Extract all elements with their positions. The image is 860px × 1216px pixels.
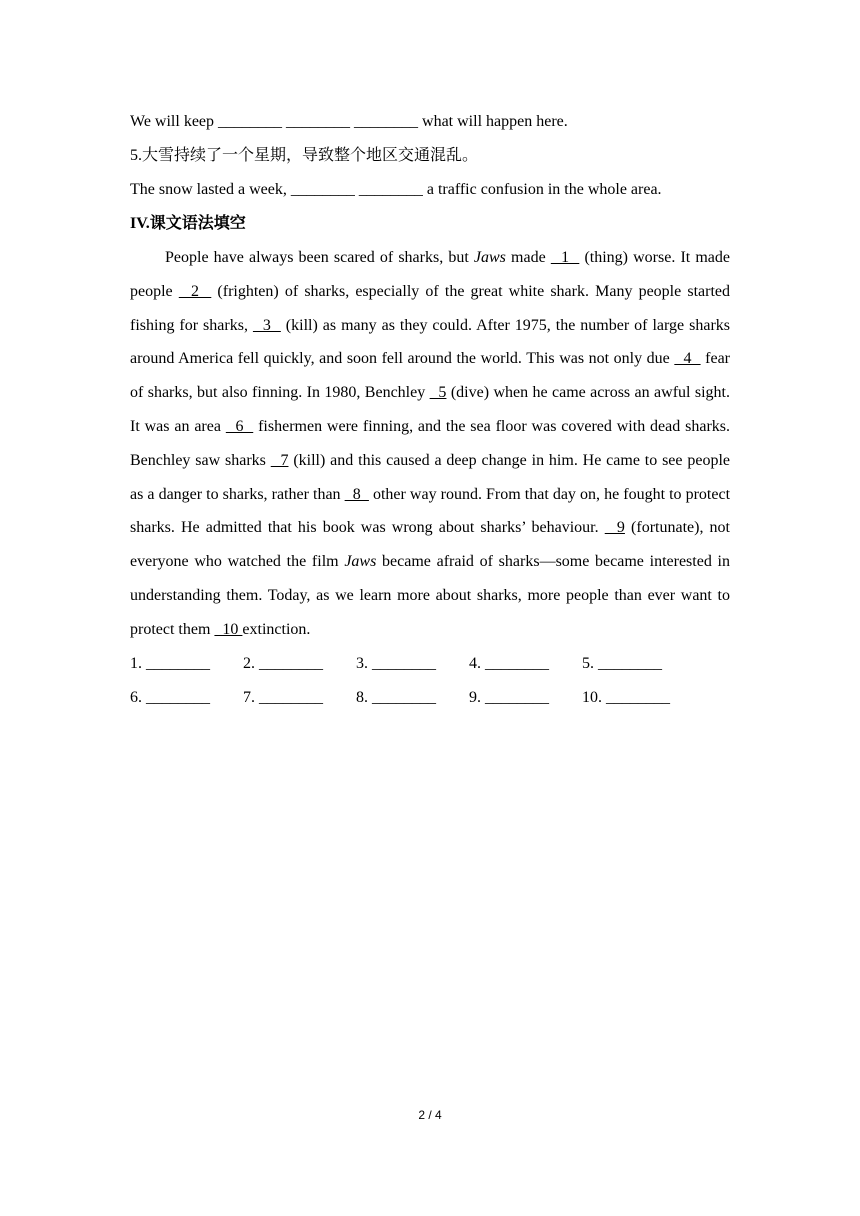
blank-9: 9 [604, 519, 625, 537]
blank-7: 7 [270, 451, 289, 469]
passage-text: (thing) worse. It made people [130, 249, 730, 300]
answer-slot-4: 4. ________ [469, 654, 549, 672]
blank-4: 4 [674, 350, 701, 368]
film-title: Jaws [344, 553, 377, 571]
section-title: IV.课文语法填空 [130, 215, 246, 232]
passage-text: extinction. [242, 620, 311, 638]
answer-row-1 [130, 647, 730, 681]
blank-6: 6 [225, 417, 254, 435]
blank-2: 2 [178, 282, 212, 300]
answer-slot-3: 3. ________ [356, 654, 436, 672]
answer-slot-10: 10. ________ [582, 688, 670, 706]
page-content [130, 105, 730, 715]
passage-text: (frighten) of sharks, especially of the great white shark. Many people started fishing for sharks, [130, 282, 730, 334]
blank-5: 5 [429, 384, 447, 402]
blank-3: 3 [252, 316, 281, 334]
passage-text: (kill) and this caused a deep change in him. He came to see people as a danger to sharks, rather than [130, 451, 731, 503]
passage-text: (dive) when he came across an awful sight. It was an area [130, 384, 731, 435]
passage-text: (kill) as many as they could. After 1975, the number of large sharks around America fell quickly, and soon fell around the world. This was not only due [130, 316, 731, 368]
page-number: 2 / 4 [418, 1108, 442, 1122]
answer-slot-6: 6. ________ [130, 688, 210, 706]
passage-text: other way round. From that day on, he fought to protect sharks. He admitted that his book was wrong about sharks’ behaviour. [130, 485, 731, 537]
answer-row-2 [130, 681, 730, 715]
film-title: Jaws [473, 249, 506, 266]
passage-text: fishermen were finning, and the sea floor was covered with dead sharks. Benchley saw sharks [130, 417, 730, 469]
answer-slot-9: 9. ________ [469, 688, 549, 706]
answer-slot-2: 2. ________ [243, 654, 323, 672]
answer-slot-7: 7. ________ [243, 688, 323, 706]
passage-text: (fortunate), not everyone who watched the film [130, 519, 730, 571]
blank-1: 1 [550, 249, 580, 266]
passage-text: became afraid of sharks—some became interested in understanding them. Today, as we learn more about sharks, more people than ever want to protect them [130, 553, 730, 638]
passage-text: fear of sharks, but also finning. In 1980, Benchley [130, 350, 730, 402]
sentence-line-1: We will keep ________ ________ ________ what will happen here. [130, 113, 568, 130]
passage-text: made [505, 249, 551, 266]
blank-10: 10 [214, 620, 243, 638]
cloze-passage [130, 241, 730, 647]
answer-slot-5: 5. ________ [582, 654, 662, 672]
sentence-line-3: The snow lasted a week, ________ ________ a traffic confusion in the whole area. [130, 181, 662, 198]
passage-text: People have always been scared of sharks, but [165, 249, 474, 266]
answer-slot-8: 8. ________ [356, 688, 436, 706]
question-5-chinese: 5.大雪持续了一个星期，导致整个地区交通混乱。 [130, 147, 479, 164]
blank-8: 8 [344, 485, 369, 503]
answer-slot-1: 1. ________ [130, 654, 210, 672]
